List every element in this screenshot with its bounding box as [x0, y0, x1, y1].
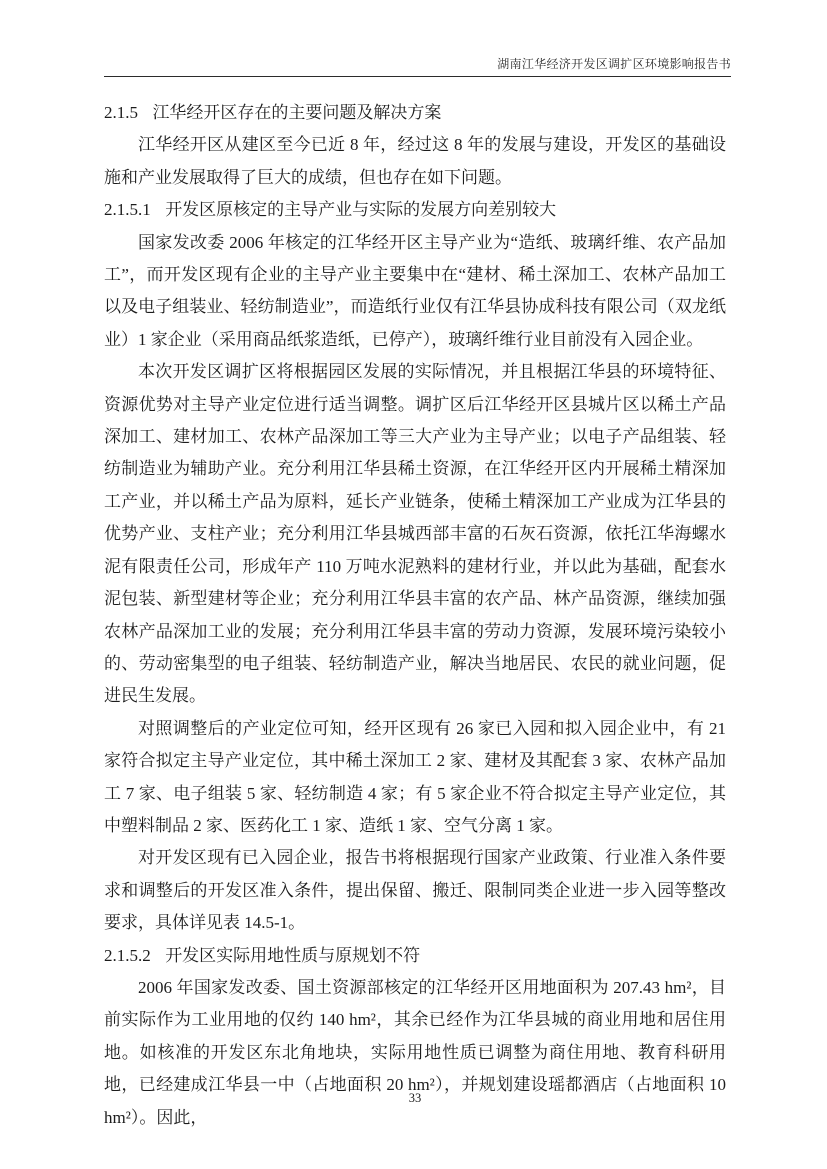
section-heading-2-1-5-2 [104, 940, 726, 972]
paragraph-rectification-requirements: 对开发区现有已入园企业，报告书将根据现行国家产业政策、行业准入条件要求和调整后的开发区准入条件，提出保留、搬迁、限制同类企业进一步入园等整改要求，具体详见表 14.5-1。 [104, 848, 726, 933]
section-title: 开发区实际用地性质与原规划不符 [165, 945, 421, 965]
paragraph-approved-industries: 国家发改委 2006 年核定的江华经开区主导产业为“造纸、玻璃纤维、农产品加工”，而开发区现有企业的主导产业主要集中在“建材、稀土深加工、农林产品加工以及电子组装业、轻纺制造业”，而造纸行业仅有江华县协成科技有限公司（双龙纸业）1 家企业（采用商品纸浆造纸，已停产），玻璃纤维行业目前没有入园企业。 [104, 232, 726, 349]
document-body [104, 97, 726, 1134]
section-number: 2.1.5.1 [104, 200, 151, 220]
paragraph-industry-adjustment: 本次开发区调扩区将根据园区发展的实际情况，并且根据江华县的环境特征、资源优势对主导产业定位进行适当调整。调扩区后江华经开区县城片区以稀土产品深加工、建材加工、农林产品深加工等三大产业为主导产业；以电子产品组装、轻纺制造业为辅助产业。充分利用江华县稀土资源，在江华经开区内开展稀土精深加工产业，并以稀土产品为原料，延长产业链条，使稀土精深加工产业成为江华县的优势产业、支柱产业；充分利用江华县城西部丰富的石灰石资源，依托江华海螺水泥有限责任公司，形成年产 110 万吨水泥熟料的建材行业，并以此为基础，配套水泥包装、新型建材等企业；充分利用江华县丰富的农产品、林产品资源，继续加强农林产品深加工业的发展；充分利用江华县丰富的劳动力资源，发展环境污染较小的、劳动密集型的电子组装、轻纺制造产业，解决当地居民、农民的就业问题，促进民生发展。 [104, 362, 726, 706]
section-number: 2.1.5.2 [104, 945, 151, 965]
section-heading-2-1-5-1 [104, 194, 726, 226]
paragraph-intro: 江华经开区从建区至今已近 8 年，经过这 8 年的发展与建设，开发区的基础设施和产业发展取得了巨大的成绩，但也存在如下问题。 [104, 135, 726, 187]
section-title: 开发区原核定的主导产业与实际的发展方向差别较大 [165, 200, 557, 220]
page-footer [104, 1090, 726, 1106]
section-number: 2.1.5 [104, 103, 138, 122]
page-number: 33 [408, 1091, 422, 1105]
page-header [104, 56, 731, 77]
paragraph-land-use: 2006 年国家发改委、国土资源部核定的江华经开区用地面积为 207.43 hm²，目前实际作为工业用地的仅约 140 hm²，其余已经作为江华县城的商业用地和居住用地。如核准的开发区东北角地块，实际用地性质已调整为商住用地、教育科研用地，已经建成江华县一中（占地面积 20 hm²），并规划建设瑶都酒店（占地面积 10 hm²）。因此， [104, 977, 726, 1127]
running-header-title: 湖南江华经济开发区调扩区环境影响报告书 [497, 57, 731, 71]
paragraph-enterprise-compliance: 对照调整后的产业定位可知，经开区现有 26 家已入园和拟入园企业中，有 21 家符合拟定主导产业定位，其中稀土深加工 2 家、建材及其配套 3 家、农林产品加工 7 家、电子组装 5 家、轻纺制造 4 家；有 5 家企业不符合拟定主导产业定位，其中塑料制品 2 家、医药化工 1 家、造纸 1 家、空气分离 1 家。 [104, 718, 726, 835]
section-heading-2-1-5 [104, 97, 726, 129]
section-title: 江华经开区存在的主要问题及解决方案 [152, 103, 442, 122]
